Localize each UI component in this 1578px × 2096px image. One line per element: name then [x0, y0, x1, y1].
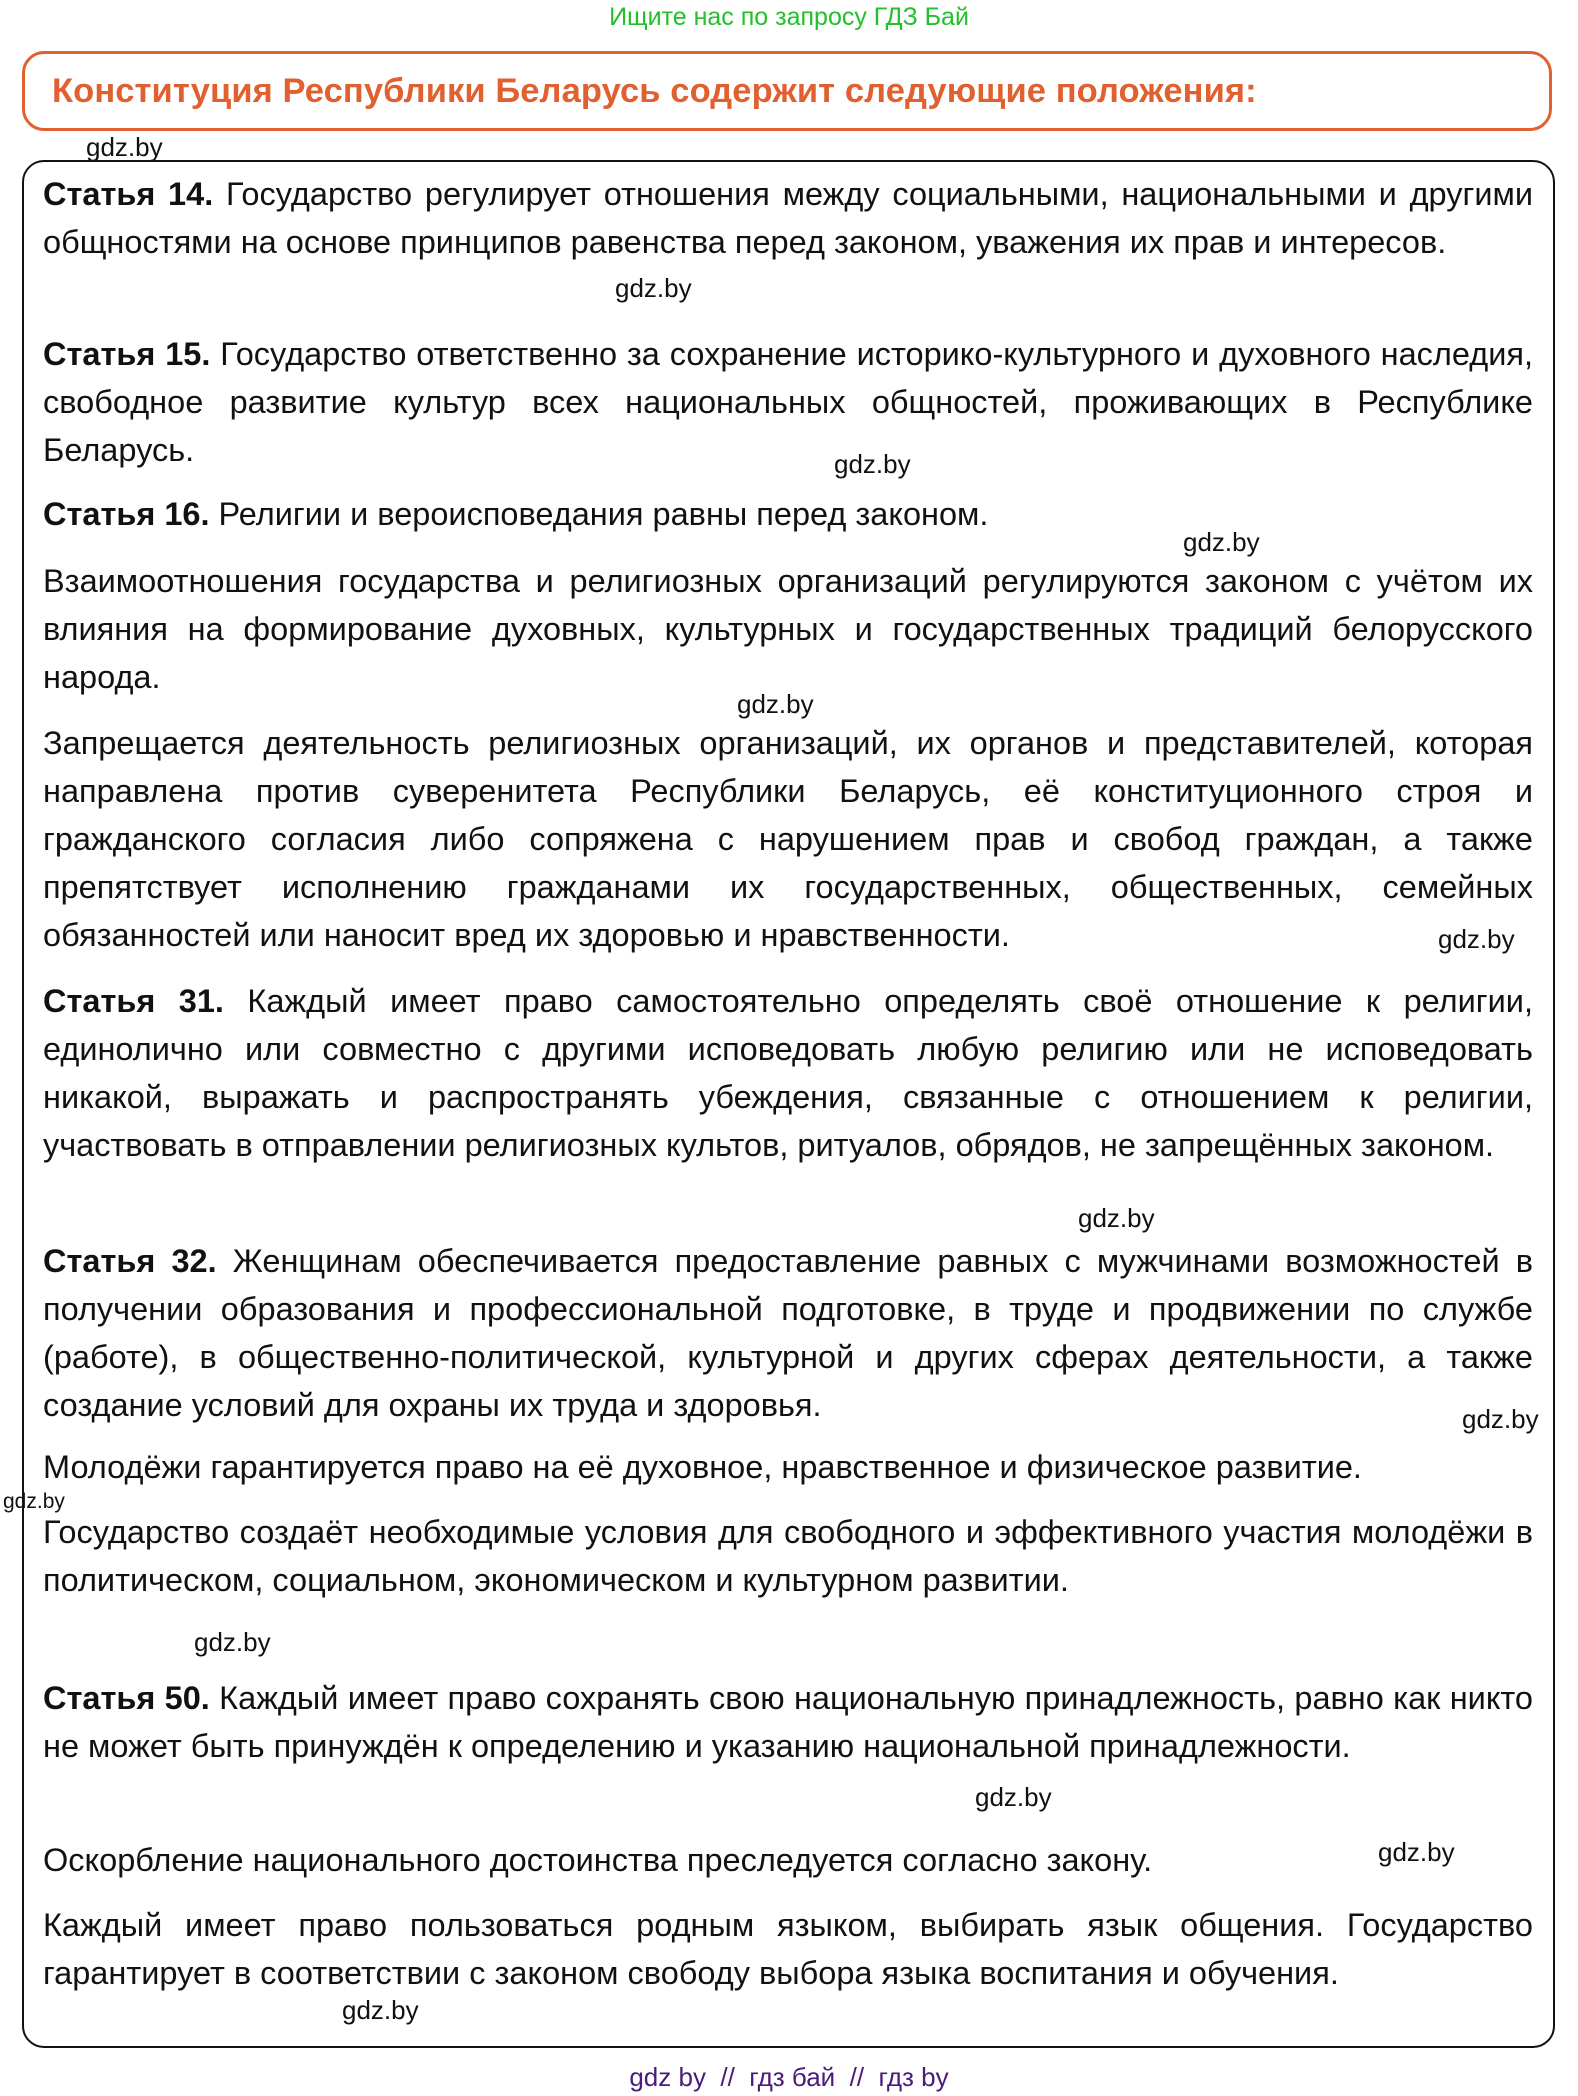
watermark: gdz.by [1078, 1203, 1155, 1233]
article-text: Религии и вероисповедания равны перед законом. [209, 496, 989, 532]
article-16-paragraph-3 [43, 719, 1533, 959]
article-16-paragraph-2 [43, 557, 1533, 701]
article-31-paragraph [43, 977, 1533, 1169]
article-label: Статья 16. [43, 496, 210, 532]
article-text: Государство создаёт необходимые условия для свободного и эффективного участия молодёжи в политическом, социальном, экономическом и культурном развитии. [43, 1514, 1533, 1598]
footer-links: gdz by // гдз бай // гдз by [629, 2062, 949, 2092]
article-text: Молодёжи гарантируется право на её духовное, нравственное и физическое развитие. [43, 1449, 1362, 1485]
watermark: gdz.by [342, 1995, 419, 2025]
article-50-paragraph-3 [43, 1901, 1533, 1997]
article-50-paragraph-2 [43, 1836, 1373, 1884]
article-16-paragraph [43, 490, 1533, 538]
watermark: gdz.by [737, 689, 814, 719]
article-32-paragraph-3 [43, 1508, 1533, 1604]
article-32-paragraph [43, 1237, 1533, 1429]
article-text: Женщинам обеспечивается предоставление равных с мужчинами возможностей в получении образования и профессиональной подготовке, в труде и продвижении по службе (работе), в общественно-политической, культурной и других сферах деятельности, а также создание условий для охраны их труда и здоровья. [43, 1243, 1533, 1423]
watermark: gdz.by [1378, 1837, 1455, 1867]
article-text: Оскорбление национального достоинства преследуется согласно закону. [43, 1842, 1153, 1878]
watermark: gdz.by [975, 1782, 1052, 1812]
article-text: Государство регулирует отношения между социальными, национальными и другими общностями на основе принципов равенства перед законом, уважения их прав и интересов. [43, 176, 1533, 260]
article-label: Статья 32. [43, 1243, 217, 1279]
article-text: Запрещается деятельность религиозных организаций, их органов и представителей, которая направлена против суверенитета Республики Беларусь, её конституционного строя и гражданского согласия либо сопряжена с нарушением прав и свобод граждан, а также препятствует исполнению гражданами их государственных, общественных, семейных обязанностей или наносит вред их здоровью и нравственности. [43, 725, 1533, 953]
page-title: Конституция Республики Беларусь содержит следующие положения: [52, 71, 1257, 110]
article-label: Статья 31. [43, 983, 224, 1019]
article-label: Статья 15. [43, 336, 211, 372]
article-text: Государство ответственно за сохранение историко-культурного и духовного наследия, свободное развитие культур всех национальных общностей, проживающих в Республике Беларусь. [43, 336, 1534, 468]
article-text: Взаимоотношения государства и религиозных организаций регулируются законом с учётом их влияния на формирование духовных, культурных и государственных традиций белорусского народа. [43, 563, 1533, 695]
article-text: Каждый имеет право сохранять свою национальную принадлежность, равно как никто не может быть принуждён к определению и указанию национальной принадлежности. [43, 1680, 1533, 1764]
article-text: Каждый имеет право самостоятельно определять своё отношение к религии, единолично или совместно с другими исповедовать любую религию или не исповедовать никакой, выражать и распространять убеждения, связанные с отношением к религии, участвовать в отправлении религиозных культов, ритуалов, обрядов, не запрещённых законом. [43, 983, 1533, 1163]
watermark: gdz.by [86, 132, 163, 162]
watermark: gdz.by [194, 1627, 271, 1657]
heading-box [22, 51, 1552, 131]
watermark: gdz.by [615, 273, 692, 303]
watermark: gdz.by [1438, 924, 1515, 954]
watermark: gdz.by [1462, 1404, 1539, 1434]
search-hint-banner: Ищите нас по запросу ГДЗ Бай [609, 3, 969, 31]
watermark: gdz.by [3, 1490, 65, 1513]
article-15-paragraph [43, 330, 1533, 474]
article-label: Статья 14. [43, 176, 214, 212]
article-14-paragraph [43, 170, 1533, 266]
article-text: Каждый имеет право пользоваться родным языком, выбирать язык общения. Государство гарантирует в соответствии с законом свободу выбора языка воспитания и обучения. [43, 1907, 1533, 1991]
article-32-paragraph-2 [43, 1443, 1533, 1491]
article-50-paragraph [43, 1674, 1533, 1770]
article-label: Статья 50. [43, 1680, 210, 1716]
watermark: gdz.by [834, 449, 911, 479]
watermark: gdz.by [1183, 527, 1260, 557]
